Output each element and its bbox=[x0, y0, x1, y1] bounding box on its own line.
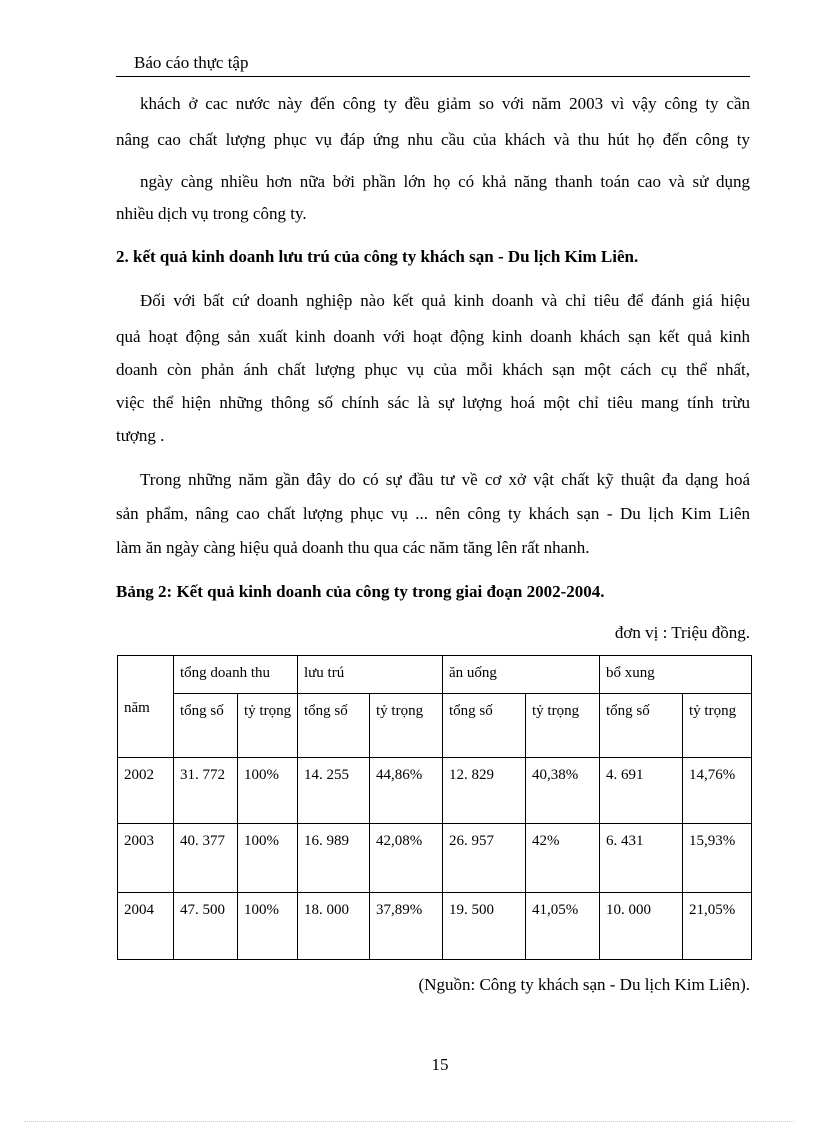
cell-total: 31. 772 bbox=[174, 758, 238, 824]
cell-accommodation: 14. 255 bbox=[298, 758, 370, 824]
p2-line3: doanh còn phản ánh chất lượng phục vụ của mỗi khách sạn một cách cụ thể nhất, bbox=[116, 360, 750, 379]
cell-accommodation: 18. 000 bbox=[298, 893, 370, 960]
table-header-row bbox=[118, 656, 752, 694]
table-subheader-row bbox=[118, 694, 752, 758]
page-bottom-divider bbox=[24, 1121, 794, 1122]
table-row bbox=[118, 758, 752, 824]
section-heading: 2. kết quả kinh doanh lưu trú của công ty khách sạn - Du lịch Kim Liên. bbox=[116, 247, 639, 266]
subheader-share: tỷ trọng bbox=[683, 694, 752, 758]
p2-line2: quả hoạt động sản xuất kinh doanh với hoạt động kinh doanh khách sạn kết quả kinh bbox=[116, 327, 750, 346]
table-caption: Bảng 2: Kết quả kinh doanh của công ty trong giai đoạn 2002-2004. bbox=[116, 582, 605, 601]
paragraph-line bbox=[116, 469, 750, 491]
header-accommodation: lưu trú bbox=[298, 656, 443, 694]
p2-line1: Đối với bất cứ doanh nghiệp nào kết quả kinh doanh và chỉ tiêu để đánh giá hiệu bbox=[140, 291, 750, 310]
subheader-share: tỷ trọng bbox=[526, 694, 600, 758]
cell-food-pct: 41,05% bbox=[526, 893, 600, 960]
cell-supplementary-pct: 15,93% bbox=[683, 824, 752, 893]
cell-accommodation-pct: 42,08% bbox=[370, 824, 443, 893]
cell-year: 2002 bbox=[118, 758, 174, 824]
p3-line1: Trong những năm gần đây do có sự đầu tư về cơ xở vật chất kỹ thuật đa dạng hoá bbox=[140, 470, 750, 489]
header-title: Báo cáo thực tập bbox=[134, 53, 249, 72]
cell-supplementary-pct: 21,05% bbox=[683, 893, 752, 960]
subheader-total: tổng số bbox=[174, 694, 238, 758]
header-year: năm bbox=[118, 656, 174, 758]
p2-line4: việc thể hiện những thông số chính sác là sự lượng hoá một chỉ tiêu mang tính trừu bbox=[116, 393, 750, 412]
page-number: 15 bbox=[431, 1055, 449, 1074]
p1-line3: ngày càng nhiều hơn nữa bởi phần lớn họ có khả năng thanh toán cao và sử dụng bbox=[140, 172, 750, 191]
cell-supplementary-pct: 14,76% bbox=[683, 758, 752, 824]
cell-food-pct: 42% bbox=[526, 824, 600, 893]
cell-year: 2003 bbox=[118, 824, 174, 893]
cell-accommodation-pct: 37,89% bbox=[370, 893, 443, 960]
p3-line3: làm ăn ngày càng hiệu quả doanh thu qua các năm tăng lên rất nhanh. bbox=[116, 538, 590, 557]
paragraph-line bbox=[116, 93, 750, 115]
subheader-share: tỷ trọng bbox=[238, 694, 298, 758]
page-header bbox=[116, 50, 750, 77]
cell-supplementary: 4. 691 bbox=[600, 758, 683, 824]
paragraph-line bbox=[116, 171, 750, 193]
p2-line5: tượng . bbox=[116, 426, 165, 445]
p1-line1: khách ở cac nước này đến công ty đều giảm so với năm 2003 vì vậy công ty cần bbox=[140, 94, 750, 113]
cell-food: 26. 957 bbox=[443, 824, 526, 893]
cell-supplementary: 6. 431 bbox=[600, 824, 683, 893]
cell-accommodation: 16. 989 bbox=[298, 824, 370, 893]
header-supplementary: bổ xung bbox=[600, 656, 752, 694]
cell-total-pct: 100% bbox=[238, 824, 298, 893]
table-row bbox=[118, 893, 752, 960]
header-food: ăn uống bbox=[443, 656, 600, 694]
cell-total-pct: 100% bbox=[238, 893, 298, 960]
subheader-share: tỷ trọng bbox=[370, 694, 443, 758]
paragraph-line bbox=[116, 290, 750, 312]
cell-year: 2004 bbox=[118, 893, 174, 960]
unit-label: đơn vị : Triệu đồng. bbox=[614, 623, 750, 642]
p1-line2: nâng cao chất lượng phục vụ đáp ứng nhu cầu của khách và thu hút họ đến công ty bbox=[116, 130, 750, 149]
cell-accommodation-pct: 44,86% bbox=[370, 758, 443, 824]
p3-line2: sản phẩm, nâng cao chất lượng phục vụ ... nên công ty khách sạn - Du lịch Kim Liên bbox=[116, 504, 750, 523]
results-table bbox=[117, 655, 752, 960]
table-source: (Nguồn: Công ty khách sạn - Du lịch Kim Liên). bbox=[418, 975, 750, 994]
cell-total: 47. 500 bbox=[174, 893, 238, 960]
subheader-total: tổng số bbox=[600, 694, 683, 758]
cell-total-pct: 100% bbox=[238, 758, 298, 824]
cell-total: 40. 377 bbox=[174, 824, 238, 893]
cell-supplementary: 10. 000 bbox=[600, 893, 683, 960]
header-total-revenue: tổng doanh thu bbox=[174, 656, 298, 694]
cell-food: 19. 500 bbox=[443, 893, 526, 960]
cell-food: 12. 829 bbox=[443, 758, 526, 824]
subheader-total: tổng số bbox=[443, 694, 526, 758]
subheader-total: tổng số bbox=[298, 694, 370, 758]
p1-line4: nhiều dịch vụ trong công ty. bbox=[116, 204, 307, 223]
table-row bbox=[118, 824, 752, 893]
cell-food-pct: 40,38% bbox=[526, 758, 600, 824]
